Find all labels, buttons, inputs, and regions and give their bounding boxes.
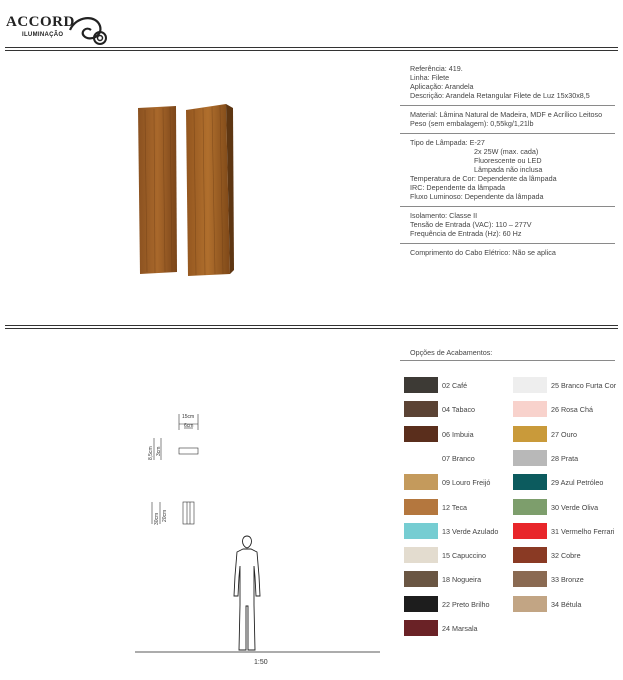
finish-option	[513, 499, 623, 515]
finish-swatch	[404, 523, 438, 539]
spec-general	[400, 60, 615, 106]
finish-swatch	[404, 474, 438, 490]
spec-electrical	[400, 207, 615, 244]
product-photo	[130, 100, 240, 278]
spec-cable	[400, 244, 615, 262]
finish-label: 06 Imbuia	[442, 429, 474, 439]
header-rule	[5, 47, 618, 51]
finish-option	[404, 426, 524, 442]
spec-material	[400, 106, 615, 134]
dim-side-inner: 3cm	[156, 446, 162, 456]
spec-irc: IRC: Dependente da lâmpada	[410, 183, 506, 192]
finish-option	[513, 547, 623, 563]
spec-voltage: Tensão de Entrada (VAC): 110 – 277V	[410, 220, 532, 229]
spec-color-temp: Temperatura de Cor: Dependente da lâmpada	[410, 174, 557, 183]
dim-side-depth: 8,5cm	[148, 446, 154, 460]
finish-label: 02 Café	[442, 381, 468, 390]
finish-option	[404, 596, 524, 612]
spec-lamp-power: 2x 25W (max. cada)	[474, 147, 539, 156]
dim-top-width: 15cm	[182, 414, 195, 420]
spec-lamp-included: Lâmpada não inclusa	[474, 165, 543, 174]
finish-swatch	[513, 377, 547, 393]
finish-label: 04 Tabaco	[442, 405, 476, 415]
technical-drawing	[130, 380, 390, 680]
human-scale-figure	[234, 536, 260, 650]
spec-application: Aplicação: Arandela	[410, 82, 474, 91]
finish-swatch	[513, 547, 547, 563]
finish-option	[404, 474, 524, 490]
spec-lamp-kind: Fluorescente ou LED	[474, 156, 542, 165]
finish-option	[513, 377, 623, 393]
spec-flux: Fluxo Luminoso: Dependente da lâmpada	[410, 192, 544, 201]
section-rule	[5, 325, 618, 329]
finish-label: 12 Teca	[442, 502, 468, 512]
finish-label: 22 Preto Brilho	[442, 599, 490, 609]
finish-label: 33 Bronze	[551, 575, 584, 585]
finish-swatch	[513, 401, 547, 417]
finish-option	[404, 523, 524, 539]
finish-option	[513, 474, 623, 490]
finish-label: 30 Verde Oliva	[551, 502, 599, 512]
spec-lamp	[400, 134, 615, 207]
finishes-rule	[400, 360, 615, 361]
dim-front-inner: 20cm	[162, 509, 168, 522]
finish-swatch	[404, 377, 438, 393]
finish-option	[404, 450, 524, 466]
spec-frequency: Frequência de Entrada (Hz): 60 Hz	[410, 229, 522, 238]
scale-label: 1:50	[254, 659, 268, 666]
finish-swatch	[513, 499, 547, 515]
finish-swatch	[404, 426, 438, 442]
brand-subtitle: ILUMINAÇÃO	[22, 32, 64, 38]
spec-line-name: Linha: Filete	[410, 73, 450, 82]
brand-name: ACCORD	[6, 14, 75, 30]
spec-cable-length: Comprimento do Cabo Elétrico: Não se aplica	[410, 248, 556, 257]
finish-label: 34 Bétula	[551, 599, 582, 609]
finish-label: 27 Ouro	[551, 429, 577, 439]
finish-swatch	[513, 426, 547, 442]
finish-label: 29 Azul Petróleo	[551, 478, 604, 488]
finish-label: 18 Nogueira	[442, 575, 482, 585]
spec-insulation: Isolamento: Classe II	[410, 211, 478, 220]
finish-swatch	[404, 547, 438, 563]
finish-swatch	[404, 571, 438, 587]
finish-option	[513, 571, 623, 587]
brand-logo	[6, 10, 106, 44]
finish-swatch	[513, 474, 547, 490]
finish-option	[513, 426, 623, 442]
finish-label: 07 Branco	[442, 453, 475, 463]
finish-swatch	[513, 571, 547, 587]
finish-swatch	[513, 523, 547, 539]
snail-logo-icon	[66, 12, 108, 46]
finish-option	[404, 401, 524, 417]
finish-swatch	[404, 620, 438, 636]
finish-swatch	[404, 499, 438, 515]
finish-label: 28 Prata	[551, 453, 579, 463]
finishes-title: Opções de Acabamentos:	[410, 348, 493, 357]
spec-material-text: Material: Lâmina Natural de Madeira, MDF e Acrílico Leitoso	[410, 110, 603, 119]
finish-option	[513, 450, 623, 466]
finish-swatch	[404, 401, 438, 417]
finish-label: 24 Marsala	[442, 624, 478, 633]
finish-label: 31 Vermelho Ferrari	[551, 526, 615, 536]
finish-swatch	[513, 596, 547, 612]
finish-label: 15 Capuccino	[442, 551, 486, 561]
spec-lamp-type: Tipo de Lâmpada: E-27	[410, 138, 485, 147]
finish-option	[513, 523, 623, 539]
finish-option	[404, 547, 524, 563]
finish-label: 09 Louro Freijó	[442, 478, 491, 488]
finish-label: 25 Branco Furta Cor	[551, 381, 617, 390]
finish-swatch	[513, 450, 547, 466]
dim-top-inner: 6cm	[184, 423, 194, 429]
finish-swatch	[404, 450, 438, 466]
dim-front-height: 30cm	[154, 512, 160, 525]
spec-weight: Peso (sem embalagem): 0,55kg/1,21lb	[410, 119, 534, 128]
spec-reference: Referência: 419.	[410, 64, 463, 73]
finish-swatch	[404, 596, 438, 612]
finish-option	[404, 620, 524, 636]
finish-label: 26 Rosa Chá	[551, 405, 593, 415]
finish-option	[404, 571, 524, 587]
finish-label: 13 Verde Azulado	[442, 526, 499, 536]
finish-label: 32 Cobre	[551, 551, 581, 561]
finish-option	[513, 401, 623, 417]
finish-option	[404, 499, 524, 515]
spec-panel	[400, 60, 615, 262]
finish-option	[513, 596, 623, 612]
spec-description: Descrição: Arandela Retangular Filete de Luz 15x30x8,5	[410, 91, 590, 100]
finish-option	[404, 377, 524, 393]
